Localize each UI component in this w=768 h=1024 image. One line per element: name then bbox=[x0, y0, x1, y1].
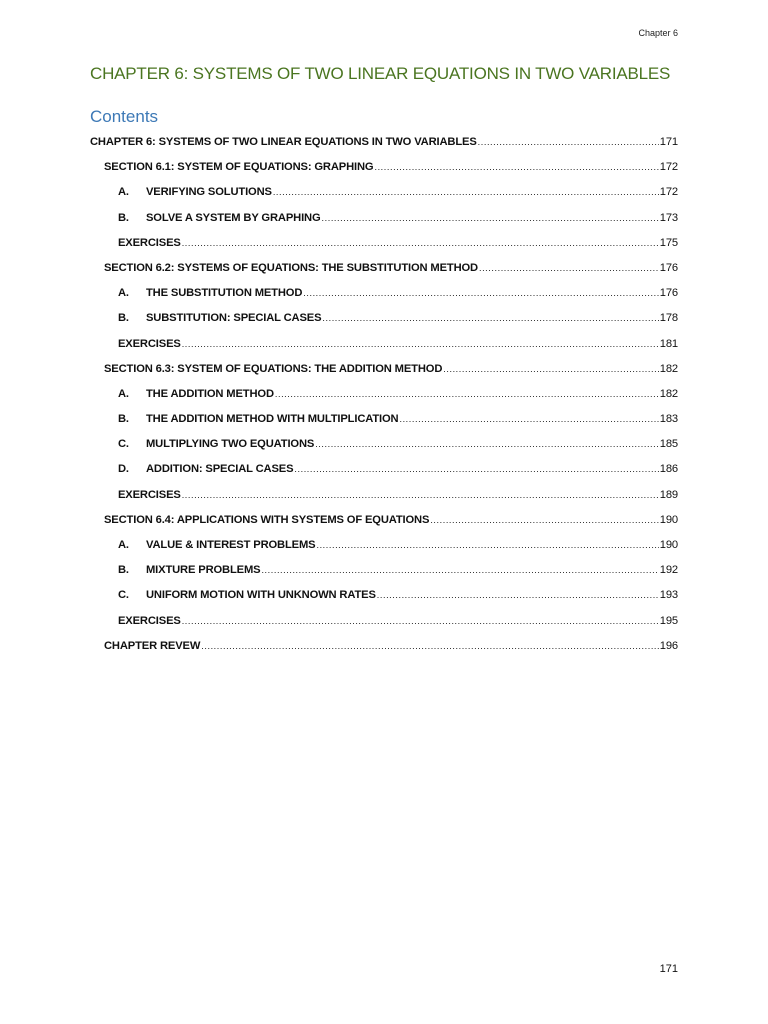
toc-entry-section[interactable] bbox=[90, 155, 678, 180]
toc-entry-marker: A. bbox=[118, 287, 129, 300]
toc-page-number: 171 bbox=[659, 136, 678, 148]
toc-entry-title: ADDITION: SPECIAL CASES bbox=[146, 463, 294, 476]
chapter-title: CHAPTER 6: SYSTEMS OF TWO LINEAR EQUATIONS IN TWO VARIABLES bbox=[90, 64, 671, 83]
toc-dot-leader bbox=[261, 558, 658, 583]
toc-entry-marker: B. bbox=[118, 211, 129, 224]
toc-page-number: 182 bbox=[659, 362, 678, 375]
toc-page-number: 190 bbox=[659, 513, 678, 526]
toc-entry-subsection[interactable] bbox=[90, 281, 678, 306]
toc-entry-title: SECTION 6.2: SYSTEMS OF EQUATIONS: THE SUBSTITUTION METHOD bbox=[104, 261, 478, 274]
toc-dot-leader bbox=[315, 432, 659, 457]
table-of-contents bbox=[90, 130, 678, 659]
toc-entry-marker: A. bbox=[118, 387, 129, 400]
toc-dot-leader bbox=[377, 583, 659, 608]
toc-dot-leader bbox=[182, 231, 659, 256]
toc-entry-title: VERIFYING SOLUTIONS bbox=[146, 186, 272, 199]
toc-entry-marker: D. bbox=[118, 463, 129, 476]
toc-page-number: 195 bbox=[659, 614, 678, 627]
page-number: 171 bbox=[659, 963, 678, 975]
contents-heading: Contents bbox=[90, 107, 159, 126]
toc-page-number: 190 bbox=[659, 539, 678, 551]
toc-entry-exercises[interactable] bbox=[90, 609, 678, 634]
toc-entry-marker: C. bbox=[118, 589, 129, 602]
toc-entry-marker: A. bbox=[118, 539, 129, 551]
toc-entry-section[interactable] bbox=[90, 508, 678, 533]
toc-entry-subsection[interactable] bbox=[90, 533, 678, 558]
toc-page-number: 178 bbox=[659, 312, 678, 325]
toc-entry-marker: A. bbox=[118, 186, 129, 199]
toc-page-number: 192 bbox=[659, 564, 678, 577]
toc-entry-title: MIXTURE PROBLEMS bbox=[146, 564, 261, 577]
toc-dot-leader bbox=[182, 609, 659, 634]
toc-entry-marker: B. bbox=[118, 413, 129, 426]
toc-entry-exercises[interactable] bbox=[90, 231, 678, 256]
toc-entry-title: SOLVE A SYSTEM BY GRAPHING bbox=[146, 211, 321, 224]
toc-entry-chapter-review[interactable] bbox=[90, 634, 678, 659]
toc-dot-leader bbox=[182, 483, 659, 508]
toc-entry-subsection[interactable] bbox=[90, 382, 678, 407]
toc-page-number: 175 bbox=[659, 236, 678, 249]
toc-entry-subsection[interactable] bbox=[90, 180, 678, 205]
toc-entry-title: THE SUBSTITUTION METHOD bbox=[146, 287, 303, 300]
toc-dot-leader bbox=[294, 457, 658, 482]
toc-entry-title: CHAPTER 6: SYSTEMS OF TWO LINEAR EQUATIONS IN TWO VARIABLES bbox=[90, 136, 477, 148]
toc-entry-title: VALUE & INTEREST PROBLEMS bbox=[146, 539, 316, 551]
toc-entry-title: UNIFORM MOTION WITH UNKNOWN RATES bbox=[146, 589, 376, 602]
toc-entry-subsection[interactable] bbox=[90, 432, 678, 457]
toc-entry-section[interactable] bbox=[90, 256, 678, 281]
toc-entry-title: SECTION 6.3: SYSTEM OF EQUATIONS: THE ADDITION METHOD bbox=[104, 362, 443, 375]
toc-entry-subsection[interactable] bbox=[90, 457, 678, 482]
toc-page-number: 173 bbox=[659, 211, 678, 224]
toc-dot-leader bbox=[430, 508, 658, 533]
toc-entry-subsection[interactable] bbox=[90, 558, 678, 583]
toc-page-number: 172 bbox=[659, 186, 678, 199]
toc-entry-marker: B. bbox=[118, 312, 129, 325]
toc-dot-leader bbox=[478, 130, 659, 155]
toc-entry-title: CHAPTER REVEW bbox=[104, 639, 201, 652]
toc-page-number: 181 bbox=[659, 337, 678, 350]
toc-dot-leader bbox=[275, 382, 659, 407]
toc-entry-subsection[interactable] bbox=[90, 206, 678, 231]
toc-page-number: 193 bbox=[659, 589, 678, 602]
toc-page-number: 185 bbox=[659, 438, 678, 451]
toc-dot-leader bbox=[273, 180, 659, 205]
toc-entry-title: SECTION 6.4: APPLICATIONS WITH SYSTEMS OF EQUATIONS bbox=[104, 513, 430, 526]
toc-entry-exercises[interactable] bbox=[90, 483, 678, 508]
toc-entry-subsection[interactable] bbox=[90, 407, 678, 432]
toc-page-number: 186 bbox=[659, 463, 678, 476]
toc-dot-leader bbox=[322, 306, 658, 331]
toc-dot-leader bbox=[303, 281, 659, 306]
toc-entry-title: THE ADDITION METHOD bbox=[146, 387, 274, 400]
toc-dot-leader bbox=[316, 533, 658, 558]
toc-entry-subsection[interactable] bbox=[90, 306, 678, 331]
toc-entry-exercises[interactable] bbox=[90, 332, 678, 357]
toc-entry-title: EXERCISES bbox=[118, 236, 181, 249]
toc-dot-leader bbox=[374, 155, 658, 180]
toc-entry-marker: C. bbox=[118, 438, 129, 451]
toc-entry-title: MULTIPLYING TWO EQUATIONS bbox=[146, 438, 315, 451]
toc-dot-leader bbox=[399, 407, 658, 432]
toc-entry-title: SECTION 6.1: SYSTEM OF EQUATIONS: GRAPHING bbox=[104, 161, 374, 174]
toc-dot-leader bbox=[322, 206, 659, 231]
toc-entry-chapter[interactable] bbox=[90, 130, 678, 155]
toc-entry-title: EXERCISES bbox=[118, 337, 181, 350]
toc-entry-section[interactable] bbox=[90, 357, 678, 382]
toc-entry-title: THE ADDITION METHOD WITH MULTIPLICATION bbox=[146, 413, 399, 426]
toc-page-number: 172 bbox=[659, 161, 678, 174]
toc-entry-title: EXERCISES bbox=[118, 614, 181, 627]
toc-page-number: 176 bbox=[659, 261, 678, 274]
toc-page-number: 189 bbox=[659, 488, 678, 501]
toc-dot-leader bbox=[479, 256, 659, 281]
toc-page-number: 176 bbox=[659, 287, 678, 300]
toc-dot-leader bbox=[443, 357, 659, 382]
toc-page-number: 196 bbox=[659, 639, 678, 652]
toc-entry-title: SUBSTITUTION: SPECIAL CASES bbox=[146, 312, 322, 325]
toc-page-number: 182 bbox=[659, 387, 678, 400]
toc-entry-subsection[interactable] bbox=[90, 583, 678, 608]
running-header: Chapter 6 bbox=[638, 28, 678, 38]
toc-page-number: 183 bbox=[659, 413, 678, 426]
toc-dot-leader bbox=[182, 332, 659, 357]
toc-dot-leader bbox=[201, 634, 659, 659]
toc-entry-title: EXERCISES bbox=[118, 488, 181, 501]
toc-entry-marker: B. bbox=[118, 564, 129, 577]
